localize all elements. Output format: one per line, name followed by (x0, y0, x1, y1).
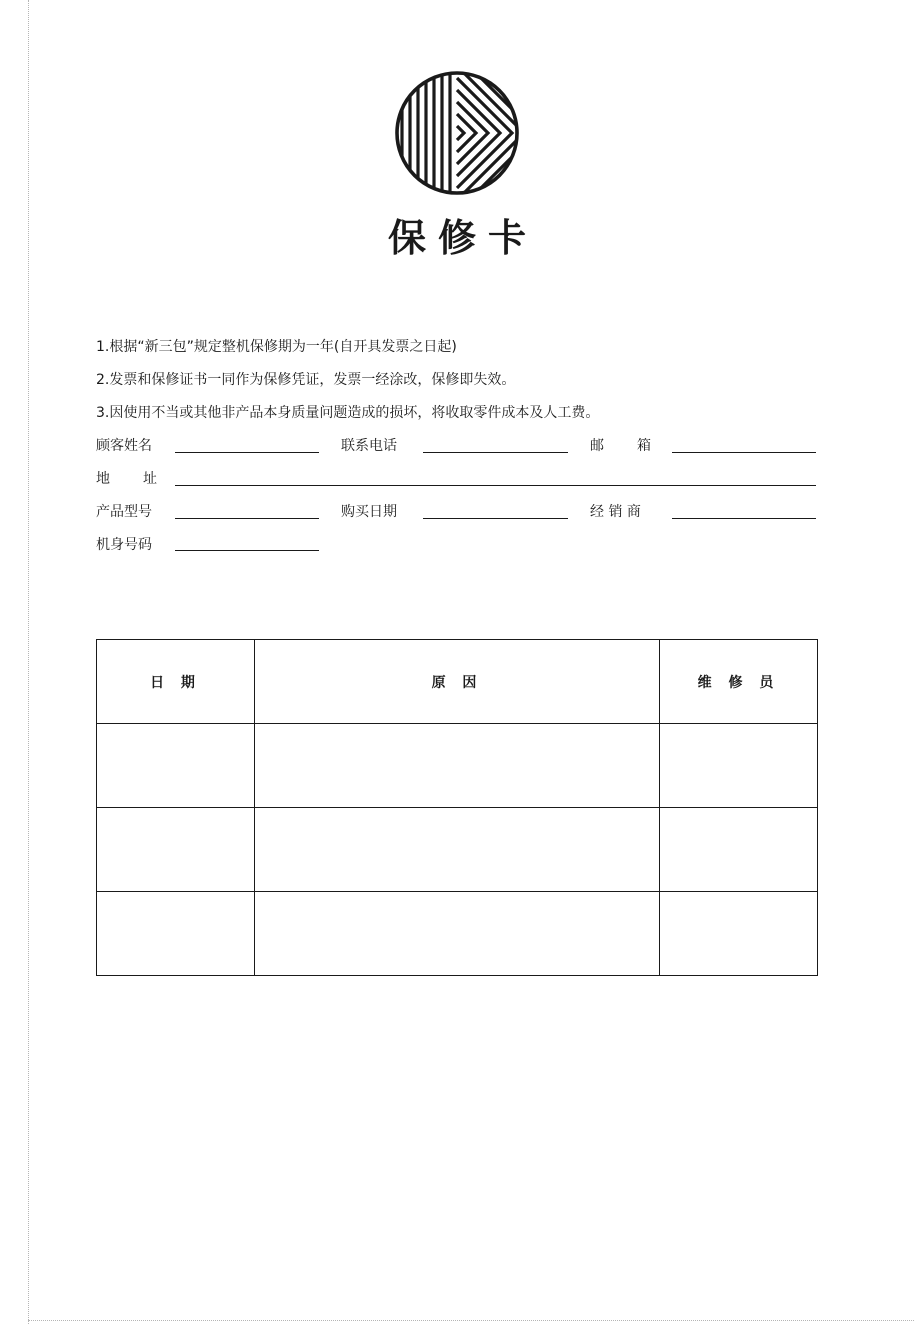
address-label-part-1: 地 (96, 471, 110, 487)
reason-cell[interactable] (255, 892, 660, 976)
date-cell[interactable] (97, 724, 255, 808)
customer-name-line[interactable] (175, 452, 319, 453)
cut-guide-bottom (28, 1320, 914, 1321)
reason-cell[interactable] (255, 808, 660, 892)
mailbox-label-part-1: 邮 (590, 438, 604, 454)
header-technician: 维 修 员 (660, 640, 818, 724)
phone-label: 联系电话 (341, 438, 397, 454)
table-row (97, 808, 818, 892)
mailbox-line[interactable] (672, 452, 816, 453)
phone-line[interactable] (423, 452, 568, 453)
mailbox-label-part-2: 箱 (637, 438, 651, 454)
cut-guide-left (28, 0, 29, 1324)
model-label: 产品型号 (96, 504, 152, 520)
address-label-part-2: 址 (143, 471, 157, 487)
customer-name-label: 顾客姓名 (96, 438, 152, 454)
table-header-row (97, 640, 818, 724)
header-date: 日 期 (97, 640, 255, 724)
date-cell[interactable] (97, 808, 255, 892)
model-line[interactable] (175, 518, 319, 519)
technician-cell[interactable] (660, 892, 818, 976)
brand-logo (394, 70, 520, 196)
dealer-line[interactable] (672, 518, 816, 519)
purchase-date-label: 购买日期 (341, 504, 397, 520)
serial-label: 机身号码 (96, 537, 152, 553)
repair-record-table (96, 639, 818, 976)
dealer-label: 经 销 商 (590, 504, 641, 520)
rule-2: 2.发票和保修证书一同作为保修凭证，发票一经涂改，保修即失效。 (96, 372, 516, 388)
address-line[interactable] (175, 485, 816, 486)
technician-cell[interactable] (660, 808, 818, 892)
rule-3: 3.因使用不当或其他非产品本身质量问题造成的损坏，将收取零件成本及人工费。 (96, 405, 600, 421)
date-cell[interactable] (97, 892, 255, 976)
serial-line[interactable] (175, 550, 319, 551)
rule-1: 1.根据“新三包”规定整机保修期为一年(自开具发票之日起) (96, 339, 457, 355)
table-row (97, 892, 818, 976)
table-row (97, 724, 818, 808)
purchase-date-line[interactable] (423, 518, 568, 519)
technician-cell[interactable] (660, 724, 818, 808)
page-title: 保修卡 (387, 216, 538, 260)
header-reason: 原 因 (255, 640, 660, 724)
reason-cell[interactable] (255, 724, 660, 808)
